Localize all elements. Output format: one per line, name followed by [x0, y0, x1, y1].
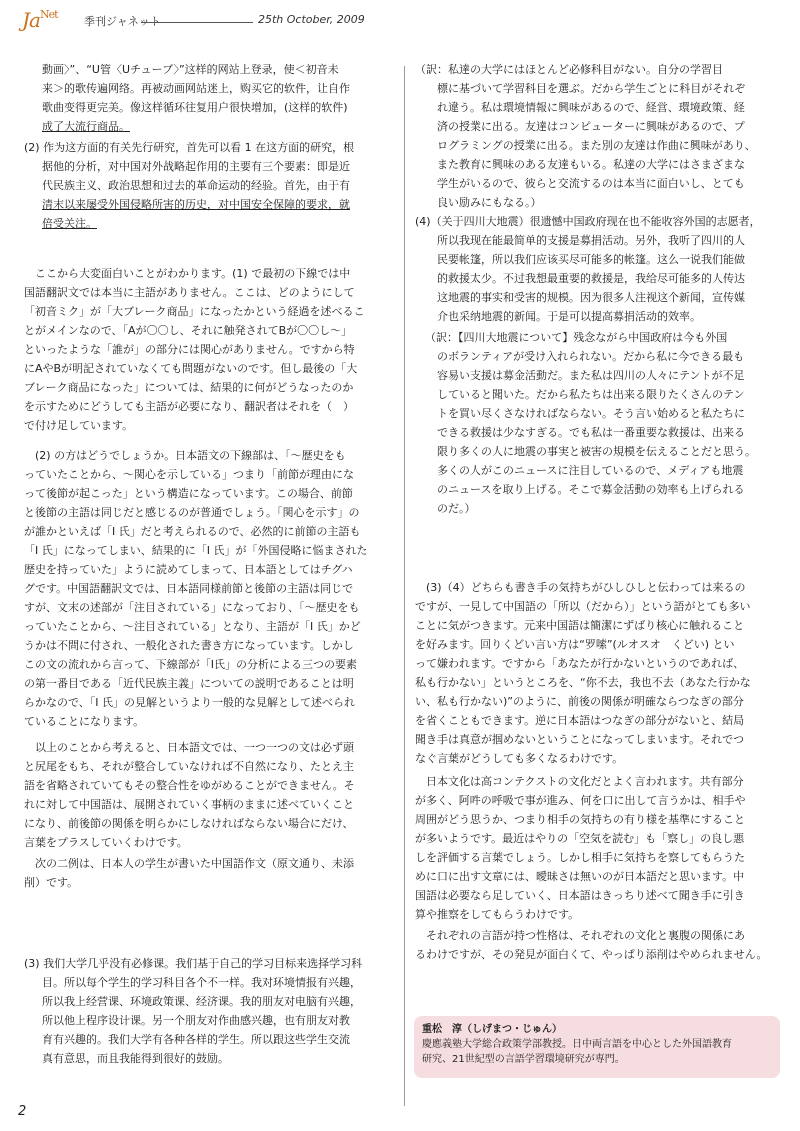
page-number: 2: [18, 1104, 27, 1119]
translation-3: [415, 60, 781, 212]
text-line: で付け足しています。: [24, 419, 134, 432]
item-3: [24, 954, 396, 1068]
text-line: 次の二例は、日本人の学生が書いた中国語作文（原文通り、未添: [35, 857, 354, 870]
header-rule: [141, 22, 253, 23]
author-bio-line: 慶應義塾大学総合政策学部教授。日中両言語を中心とした外国語教育: [422, 1039, 732, 1050]
text-line: (4)（关于四川大地震）很遗憾中国政府现在也不能收容外国的志愿者，: [415, 215, 761, 228]
text-line: らかなので、「I 氏」の見解というより一般的な見解として述べられ: [24, 696, 356, 709]
text-line: 来＞的歌传遍网络。再被动画网站迷上，购买它的软件，让自作: [42, 82, 350, 95]
author-bio-line: 研究、21世紀型の言語学習環境研究が専門。: [422, 1054, 625, 1065]
text-line: (3)（4）どちらも書き手の気持ちがひしひしと伝わっては来るの: [426, 581, 746, 594]
text-line: 真有意思，而且我能得到很好的鼓励。: [42, 1052, 229, 1065]
text-line: この文の流れから言って、下線部が「I氏」の分析による三つの要素: [24, 658, 358, 671]
text-line: い、私も行かない)”のように、前後の関係が明確ならつなぎの部分: [415, 695, 744, 708]
text-line: れに対して中国語は、展開されていく事柄のままに述べていくこと: [24, 798, 354, 811]
text-line: になり、前後節の関係を明らかにしなければならない場合にだけ、: [24, 817, 354, 830]
item-2: [24, 138, 396, 233]
text-line: それぞれの言語が持つ性格は、それぞれの文化と裏腹の関係にあ: [426, 929, 745, 942]
text-line: できる救援は少なすぎる。でも私は一番重要な救援は、出来る: [437, 426, 745, 439]
journal-title: 季刊ジャネット: [84, 15, 161, 28]
text-line: を好みます。回りくどい言い方は“罗嗦”(ルオスオ くどい) とい: [415, 638, 735, 651]
text-line: 所以我现在能最简单的支援是募捐活动。另外，我听了四川的人: [437, 234, 745, 247]
text-line: 言葉をプラスしていくわけです。: [24, 836, 188, 849]
text-line: また教育に興味のある友達もいる。私達の大学にはさまざまな: [437, 158, 745, 171]
text-line: 周囲がどう思うか、つまり相手の気持ちの有り様を基準にすること: [415, 813, 745, 826]
page-header: [18, 8, 782, 36]
paragraph-2: [24, 446, 396, 731]
author-name: 重松 淳（しげまつ・じゅん）: [422, 1024, 562, 1035]
text-line: すが、文末の述部が「注目されている」になっており、「〜歴史をも: [24, 601, 360, 614]
text-line: 限り多くの人に地震の事実と被害の規模を伝えることだと思う。: [437, 445, 756, 458]
text-line: と尻尾をもち、それが整合していなければ不自然になり、たとえ主: [24, 760, 354, 773]
text-line: 成了大流行商品。: [42, 120, 130, 133]
text-line: 済の授業に出る。友達はコンピューターに興味があるので、プ: [437, 120, 745, 133]
text-line: 聞き手は真意が掴めないということになってしまいます。それでつ: [415, 733, 745, 746]
text-line: 私も行かない」というところを、“你不去，我也不去（あなた行かな: [415, 676, 751, 689]
text-line: が誰かといえば「I 氏」だと考えられるので、必然的に前節の主語も: [24, 525, 361, 538]
text-line: 以上のことから考えると、日本語文では、一つ一つの文は必ず頭: [35, 741, 354, 754]
paragraph-3: [24, 738, 396, 852]
text-line: 日本文化は高コンテクストの文化だとよく言われます。共有部分: [426, 775, 744, 788]
text-line: 清末以来屡受外国侵略所害的历史，对中国安全保障的要求，就: [42, 198, 350, 211]
text-line: 育有兴趣的。我们大学有各种各样的学生。所以跟这些学生交流: [42, 1033, 350, 1046]
text-line: トを買い尽くさなければならない。そう言い始めると私たちに: [437, 407, 745, 420]
text-line: 据他的分析，对中国对外战略起作用的主要有三个要素：即是近: [42, 160, 350, 173]
text-line: 標に基づいて学習科目を選ぶ。だから学生ごとに科目がそれぞ: [437, 82, 746, 95]
text-line: 歴史を持っていた」ように読めてしまって、日本語としてはチグハ: [24, 563, 353, 576]
item-1-continued: [24, 60, 396, 136]
text-line: 「初音ミク」が「大ブレーク商品」になったかという経過を述べるこ: [24, 305, 365, 318]
text-line: 語を省略されていてもその整合性をゆがめることができません。そ: [24, 779, 355, 792]
text-line: 这地震的事实和受害的规模。因为很多人注视这个新闻，宣传媒: [437, 291, 745, 304]
text-line: ですが、一見して中国語の「所以（だから）」という語がとても多い: [415, 600, 751, 613]
text-line: っていたことから、〜関心を示している」つまり「前節が理由にな: [24, 468, 354, 481]
text-line: 歌曲变得更完美。像这样循环往复用户很快增加，(这样的软件): [42, 101, 348, 114]
item-4: [415, 212, 781, 326]
text-line: グです。中国語翻訳文では、日本語同様前節と後節の主語は同じで: [24, 582, 354, 595]
text-line: めに口に出す文章には、曖昧さは無いのが日本語だと思います。中: [415, 870, 745, 883]
column-divider: [404, 66, 405, 1106]
text-line: なぐ言葉がどうしても多くなるわけです。: [415, 752, 624, 765]
text-line: うかは不問に付され、一般化された書き方になっています。しかし: [24, 639, 354, 652]
issue-date: 25th October, 2009: [258, 13, 365, 26]
text-line: って後節が起こった」という構造になっています。この場合、前節: [24, 487, 353, 500]
text-line: 代民族主义、政治思想和过去的革命运动的经验。首先，由于有: [42, 179, 350, 192]
text-line: していると聞いた。だから私たちは出来る限りたくさんのテン: [437, 388, 745, 401]
text-line: 民要帐篷，所以我们应该买尽可能多的帐篷。这么一说我们能做: [437, 253, 745, 266]
text-line: 動画〉”、“U管〈Uチューブ〉”这样的网站上登录，使＜初音未: [42, 63, 339, 76]
paragraph-6: [415, 772, 781, 924]
text-line: （訳：【四川大地震について】残念ながら中国政府は今も外国: [425, 331, 728, 344]
text-line: と後節の主語は同じだと感じるのが普通でしょう。「関心を示す」の: [24, 506, 360, 519]
janet-logo: $Ja^{Net}$: [22, 8, 58, 32]
text-line: 算や推察をしてもらうわけです。: [415, 908, 580, 921]
text-line: って嫌われます。ですから「あなたが行かないというのであれば、: [415, 657, 745, 670]
text-line: っていたことから、〜注目されている」となり、主語が「I 氏」かど: [24, 620, 361, 633]
text-line: を省くこともできます。逆に日本語はつなぎの部分がないと、結局: [415, 714, 745, 727]
text-line: 削）です。: [24, 876, 79, 889]
text-line: を示すためにどうしても主語が必要になり、翻訳者はそれを（ ）: [24, 400, 354, 413]
text-line: 倍受关注。: [42, 217, 97, 230]
paragraph-4: [24, 854, 396, 892]
text-line: ログラミングの授業に出る。また別の友達は作曲に興味があり、: [437, 139, 756, 152]
text-line: ことに気がつきます。元来中国語は簡潔にずばり核心に触れること: [415, 619, 745, 632]
translation-4: [415, 328, 781, 518]
text-line: 所以我上经营课、环境政策课、经济课。我的朋友对电脑有兴趣，: [42, 995, 361, 1008]
text-line: が多く、阿吽の呼吸で事が進み、何を口に出して言うかは、相手や: [415, 794, 746, 807]
text-line: ていることになります。: [24, 715, 145, 728]
text-line: れ違う。私は環境情報に興味があるので、経営、環境政策、経: [437, 101, 745, 114]
text-line: 「I 氏」になってしまい、結果的に「I 氏」が「外国侵略に悩まされた: [24, 544, 368, 557]
text-line: が多いようです。最近はやりの「空気を読む」も「察し」の良し悪: [415, 832, 745, 845]
author-profile: [414, 1016, 780, 1078]
text-line: ブレーク商品になった」については、結果的に何がどうなったのか: [24, 381, 354, 394]
text-line: (2) の方はどうでしょうか。日本語文の下線部は、「〜歴史をも: [35, 449, 346, 462]
text-line: のボランティアが受け入れられない。だから私に今できる最も: [437, 350, 745, 363]
text-line: （訳：私達の大学にはほとんど必修科目がない。自分の学習目: [415, 63, 723, 76]
text-line: 国語は必要なら足していく、日本語はきっちり述べて聞き手に引き: [415, 889, 745, 902]
text-line: しを評価する言葉でしょう。しかし相手に気持ちを察してもらうた: [415, 851, 745, 864]
text-line: 多くの人がこのニュースに注目しているので、メディアも地震: [437, 464, 744, 477]
text-line: の第一番目である「近代民族主義」についての説明であることは明: [24, 677, 354, 690]
text-line: (3) 我们大学几乎没有必修课。我们基于自己的学习目标来选择学习科: [24, 957, 363, 970]
text-line: 的救援太少。不过我想最重要的救援是，我给尽可能多的人传达: [437, 272, 745, 285]
text-line: 所以他上程序设计课。另一个朋友对作曲感兴趣，也有朋友对教: [42, 1014, 350, 1027]
text-line: るわけですが、その発見が面白くて、やっぱり添削はやめられません。: [415, 948, 768, 961]
text-line: のだ。）: [437, 502, 476, 515]
text-line: 学生がいるので、彼らと交流するのは本当に面白いし、とても: [437, 177, 745, 190]
text-line: のニュースを取り上げる。そこで募金活動の効率も上げられる: [437, 483, 745, 496]
text-line: 良い励みにもなる。）: [437, 196, 542, 209]
text-line: 国語翻訳文では本当に主語がありません。ここは、どのようにして: [24, 286, 355, 299]
text-line: とがメインなので、「Aが〇〇し、それに触発されてBが〇〇し〜」: [24, 324, 353, 337]
text-line: 目。所以每个学生的学习科目各个不一样。我对环境情报有兴趣，: [42, 976, 361, 989]
paragraph-5: [415, 578, 781, 768]
paragraph-1: [24, 264, 396, 435]
text-line: にAやBが明記されていなくても問題がないのです。但し最後の「大: [24, 362, 358, 375]
paragraph-7: [415, 926, 781, 964]
text-line: ここから大変面白いことがわかります。(1) で最初の下線では中: [35, 267, 351, 280]
text-line: 容易い支援は募金活動だ。また私は四川の人々にテントが不足: [437, 369, 745, 382]
text-line: (2) 作为这方面的有关先行研究，首先可以看 1 在这方面的研究，根: [24, 141, 355, 154]
text-line: 介也采纳地震的新闻。于是可以提高募捐活动的效率。: [437, 310, 701, 323]
text-line: といったような「誰が」の部分には関心がありません。ですから特: [24, 343, 355, 356]
